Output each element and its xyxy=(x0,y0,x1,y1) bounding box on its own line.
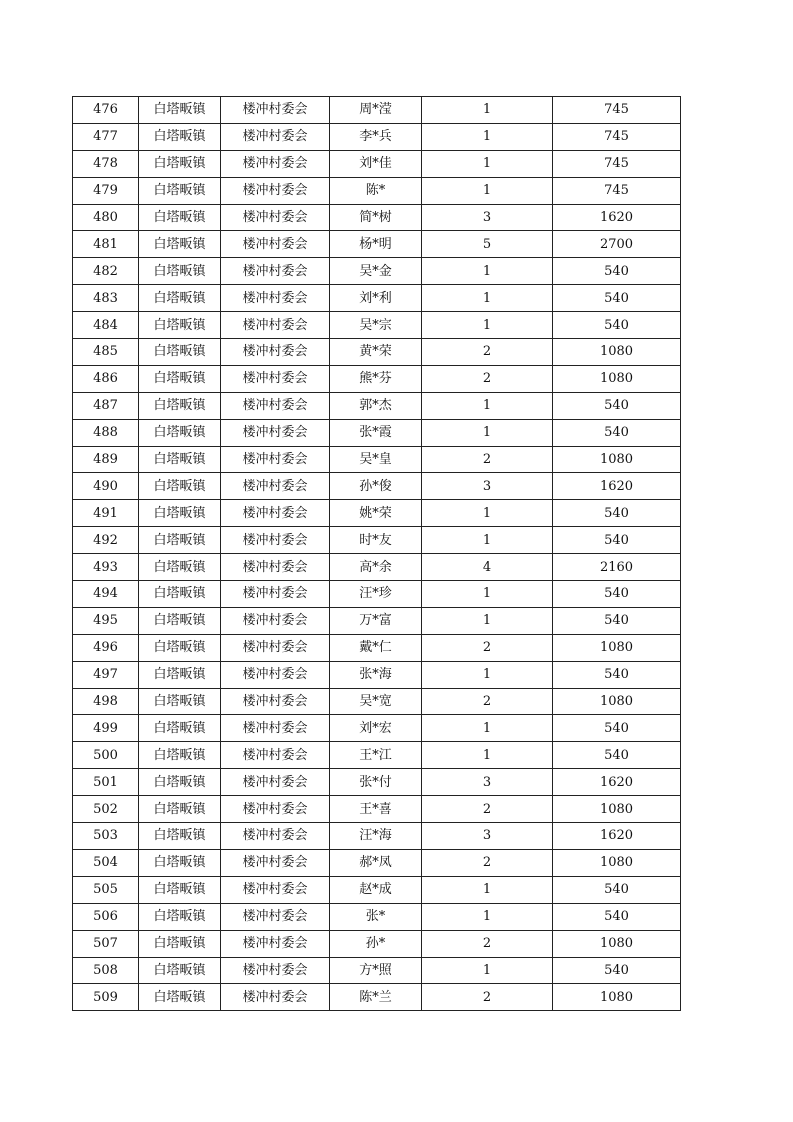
amount-cell: 540 xyxy=(553,742,681,769)
name-cell: 吴*皇 xyxy=(330,446,422,473)
roster-body xyxy=(73,97,681,1011)
town-cell: 白塔畈镇 xyxy=(139,554,221,581)
town-cell: 白塔畈镇 xyxy=(139,796,221,823)
table-row xyxy=(73,688,681,715)
table-row xyxy=(73,581,681,608)
town-cell: 白塔畈镇 xyxy=(139,688,221,715)
village-committee-cell: 楼冲村委会 xyxy=(221,204,330,231)
town-cell: 白塔畈镇 xyxy=(139,661,221,688)
table-row xyxy=(73,204,681,231)
household-count-cell: 1 xyxy=(422,581,553,608)
town-cell: 白塔畈镇 xyxy=(139,123,221,150)
name-cell: 汪*珍 xyxy=(330,581,422,608)
name-cell: 郝*凤 xyxy=(330,849,422,876)
amount-cell: 745 xyxy=(553,123,681,150)
roster-table xyxy=(72,96,681,1011)
amount-cell: 1620 xyxy=(553,769,681,796)
village-committee-cell: 楼冲村委会 xyxy=(221,339,330,366)
row-number-cell: 497 xyxy=(73,661,139,688)
amount-cell: 1080 xyxy=(553,446,681,473)
amount-cell: 540 xyxy=(553,903,681,930)
village-committee-cell: 楼冲村委会 xyxy=(221,231,330,258)
table-row xyxy=(73,419,681,446)
amount-cell: 540 xyxy=(553,258,681,285)
village-committee-cell: 楼冲村委会 xyxy=(221,312,330,339)
household-count-cell: 3 xyxy=(422,204,553,231)
row-number-cell: 499 xyxy=(73,715,139,742)
village-committee-cell: 楼冲村委会 xyxy=(221,769,330,796)
town-cell: 白塔畈镇 xyxy=(139,957,221,984)
household-count-cell: 1 xyxy=(422,903,553,930)
row-number-cell: 487 xyxy=(73,392,139,419)
name-cell: 汪*海 xyxy=(330,823,422,850)
household-count-cell: 4 xyxy=(422,554,553,581)
table-row xyxy=(73,957,681,984)
village-committee-cell: 楼冲村委会 xyxy=(221,903,330,930)
amount-cell: 2160 xyxy=(553,554,681,581)
row-number-cell: 482 xyxy=(73,258,139,285)
household-count-cell: 1 xyxy=(422,742,553,769)
amount-cell: 1080 xyxy=(553,634,681,661)
amount-cell: 1080 xyxy=(553,796,681,823)
household-count-cell: 1 xyxy=(422,258,553,285)
village-committee-cell: 楼冲村委会 xyxy=(221,688,330,715)
town-cell: 白塔畈镇 xyxy=(139,97,221,124)
village-committee-cell: 楼冲村委会 xyxy=(221,500,330,527)
village-committee-cell: 楼冲村委会 xyxy=(221,876,330,903)
village-committee-cell: 楼冲村委会 xyxy=(221,150,330,177)
village-committee-cell: 楼冲村委会 xyxy=(221,473,330,500)
name-cell: 周*滢 xyxy=(330,97,422,124)
household-count-cell: 1 xyxy=(422,97,553,124)
town-cell: 白塔畈镇 xyxy=(139,823,221,850)
name-cell: 刘*佳 xyxy=(330,150,422,177)
row-number-cell: 498 xyxy=(73,688,139,715)
name-cell: 张*付 xyxy=(330,769,422,796)
row-number-cell: 502 xyxy=(73,796,139,823)
village-committee-cell: 楼冲村委会 xyxy=(221,634,330,661)
amount-cell: 540 xyxy=(553,419,681,446)
amount-cell: 745 xyxy=(553,177,681,204)
village-committee-cell: 楼冲村委会 xyxy=(221,365,330,392)
amount-cell: 540 xyxy=(553,392,681,419)
table-row xyxy=(73,634,681,661)
amount-cell: 1080 xyxy=(553,984,681,1011)
household-count-cell: 1 xyxy=(422,500,553,527)
household-count-cell: 2 xyxy=(422,446,553,473)
household-count-cell: 1 xyxy=(422,957,553,984)
table-row xyxy=(73,796,681,823)
amount-cell: 1080 xyxy=(553,930,681,957)
town-cell: 白塔畈镇 xyxy=(139,769,221,796)
name-cell: 张*海 xyxy=(330,661,422,688)
household-count-cell: 1 xyxy=(422,419,553,446)
table-row xyxy=(73,339,681,366)
town-cell: 白塔畈镇 xyxy=(139,500,221,527)
amount-cell: 2700 xyxy=(553,231,681,258)
amount-cell: 540 xyxy=(553,312,681,339)
row-number-cell: 500 xyxy=(73,742,139,769)
household-count-cell: 1 xyxy=(422,177,553,204)
village-committee-cell: 楼冲村委会 xyxy=(221,957,330,984)
town-cell: 白塔畈镇 xyxy=(139,312,221,339)
row-number-cell: 488 xyxy=(73,419,139,446)
row-number-cell: 508 xyxy=(73,957,139,984)
table-row xyxy=(73,823,681,850)
table-row xyxy=(73,903,681,930)
household-count-cell: 3 xyxy=(422,769,553,796)
name-cell: 方*照 xyxy=(330,957,422,984)
table-row xyxy=(73,876,681,903)
household-count-cell: 1 xyxy=(422,392,553,419)
amount-cell: 1080 xyxy=(553,365,681,392)
name-cell: 郭*杰 xyxy=(330,392,422,419)
town-cell: 白塔畈镇 xyxy=(139,258,221,285)
row-number-cell: 505 xyxy=(73,876,139,903)
row-number-cell: 485 xyxy=(73,339,139,366)
table-row xyxy=(73,661,681,688)
town-cell: 白塔畈镇 xyxy=(139,607,221,634)
household-count-cell: 3 xyxy=(422,473,553,500)
amount-cell: 540 xyxy=(553,581,681,608)
town-cell: 白塔畈镇 xyxy=(139,473,221,500)
household-count-cell: 2 xyxy=(422,365,553,392)
table-row xyxy=(73,607,681,634)
town-cell: 白塔畈镇 xyxy=(139,419,221,446)
household-count-cell: 1 xyxy=(422,123,553,150)
row-number-cell: 504 xyxy=(73,849,139,876)
village-committee-cell: 楼冲村委会 xyxy=(221,177,330,204)
amount-cell: 540 xyxy=(553,285,681,312)
amount-cell: 540 xyxy=(553,527,681,554)
amount-cell: 540 xyxy=(553,607,681,634)
row-number-cell: 509 xyxy=(73,984,139,1011)
row-number-cell: 506 xyxy=(73,903,139,930)
village-committee-cell: 楼冲村委会 xyxy=(221,285,330,312)
household-count-cell: 2 xyxy=(422,849,553,876)
name-cell: 赵*成 xyxy=(330,876,422,903)
name-cell: 时*友 xyxy=(330,527,422,554)
table-row xyxy=(73,500,681,527)
table-row xyxy=(73,312,681,339)
village-committee-cell: 楼冲村委会 xyxy=(221,123,330,150)
name-cell: 熊*芬 xyxy=(330,365,422,392)
name-cell: 万*富 xyxy=(330,607,422,634)
name-cell: 张* xyxy=(330,903,422,930)
town-cell: 白塔畈镇 xyxy=(139,285,221,312)
amount-cell: 1620 xyxy=(553,473,681,500)
village-committee-cell: 楼冲村委会 xyxy=(221,796,330,823)
household-count-cell: 2 xyxy=(422,688,553,715)
table-row xyxy=(73,177,681,204)
table-row xyxy=(73,446,681,473)
table-row xyxy=(73,715,681,742)
household-count-cell: 1 xyxy=(422,876,553,903)
name-cell: 刘*宏 xyxy=(330,715,422,742)
town-cell: 白塔畈镇 xyxy=(139,715,221,742)
town-cell: 白塔畈镇 xyxy=(139,849,221,876)
name-cell: 刘*利 xyxy=(330,285,422,312)
town-cell: 白塔畈镇 xyxy=(139,742,221,769)
household-count-cell: 1 xyxy=(422,150,553,177)
name-cell: 张*霞 xyxy=(330,419,422,446)
village-committee-cell: 楼冲村委会 xyxy=(221,661,330,688)
household-count-cell: 3 xyxy=(422,823,553,850)
name-cell: 高*余 xyxy=(330,554,422,581)
row-number-cell: 478 xyxy=(73,150,139,177)
row-number-cell: 494 xyxy=(73,581,139,608)
name-cell: 简*树 xyxy=(330,204,422,231)
household-count-cell: 1 xyxy=(422,527,553,554)
town-cell: 白塔畈镇 xyxy=(139,150,221,177)
row-number-cell: 495 xyxy=(73,607,139,634)
table-row xyxy=(73,231,681,258)
table-row xyxy=(73,150,681,177)
household-count-cell: 1 xyxy=(422,661,553,688)
village-committee-cell: 楼冲村委会 xyxy=(221,984,330,1011)
town-cell: 白塔畈镇 xyxy=(139,204,221,231)
household-count-cell: 1 xyxy=(422,715,553,742)
name-cell: 吴*宗 xyxy=(330,312,422,339)
amount-cell: 1080 xyxy=(553,688,681,715)
amount-cell: 1620 xyxy=(553,823,681,850)
household-count-cell: 1 xyxy=(422,607,553,634)
table-row xyxy=(73,365,681,392)
amount-cell: 540 xyxy=(553,500,681,527)
village-committee-cell: 楼冲村委会 xyxy=(221,823,330,850)
row-number-cell: 481 xyxy=(73,231,139,258)
name-cell: 孙* xyxy=(330,930,422,957)
table-row xyxy=(73,742,681,769)
town-cell: 白塔畈镇 xyxy=(139,634,221,661)
row-number-cell: 493 xyxy=(73,554,139,581)
table-row xyxy=(73,769,681,796)
amount-cell: 540 xyxy=(553,715,681,742)
amount-cell: 1080 xyxy=(553,339,681,366)
town-cell: 白塔畈镇 xyxy=(139,527,221,554)
village-committee-cell: 楼冲村委会 xyxy=(221,446,330,473)
household-count-cell: 2 xyxy=(422,984,553,1011)
village-committee-cell: 楼冲村委会 xyxy=(221,554,330,581)
row-number-cell: 480 xyxy=(73,204,139,231)
table-row xyxy=(73,849,681,876)
row-number-cell: 501 xyxy=(73,769,139,796)
name-cell: 李*兵 xyxy=(330,123,422,150)
row-number-cell: 476 xyxy=(73,97,139,124)
name-cell: 陈* xyxy=(330,177,422,204)
household-count-cell: 2 xyxy=(422,339,553,366)
village-committee-cell: 楼冲村委会 xyxy=(221,258,330,285)
town-cell: 白塔畈镇 xyxy=(139,177,221,204)
amount-cell: 540 xyxy=(553,957,681,984)
row-number-cell: 483 xyxy=(73,285,139,312)
name-cell: 杨*明 xyxy=(330,231,422,258)
amount-cell: 540 xyxy=(553,661,681,688)
table-row xyxy=(73,984,681,1011)
village-committee-cell: 楼冲村委会 xyxy=(221,715,330,742)
row-number-cell: 490 xyxy=(73,473,139,500)
name-cell: 戴*仁 xyxy=(330,634,422,661)
amount-cell: 745 xyxy=(553,150,681,177)
row-number-cell: 492 xyxy=(73,527,139,554)
name-cell: 陈*兰 xyxy=(330,984,422,1011)
table-row xyxy=(73,554,681,581)
town-cell: 白塔畈镇 xyxy=(139,231,221,258)
name-cell: 孙*俊 xyxy=(330,473,422,500)
town-cell: 白塔畈镇 xyxy=(139,392,221,419)
table-row xyxy=(73,97,681,124)
table-row xyxy=(73,527,681,554)
town-cell: 白塔畈镇 xyxy=(139,876,221,903)
row-number-cell: 496 xyxy=(73,634,139,661)
village-committee-cell: 楼冲村委会 xyxy=(221,392,330,419)
household-count-cell: 1 xyxy=(422,285,553,312)
town-cell: 白塔畈镇 xyxy=(139,339,221,366)
village-committee-cell: 楼冲村委会 xyxy=(221,930,330,957)
amount-cell: 540 xyxy=(553,876,681,903)
household-count-cell: 2 xyxy=(422,796,553,823)
name-cell: 王*江 xyxy=(330,742,422,769)
row-number-cell: 503 xyxy=(73,823,139,850)
table-row xyxy=(73,123,681,150)
row-number-cell: 507 xyxy=(73,930,139,957)
town-cell: 白塔畈镇 xyxy=(139,365,221,392)
table-row xyxy=(73,930,681,957)
row-number-cell: 491 xyxy=(73,500,139,527)
name-cell: 吴*金 xyxy=(330,258,422,285)
household-count-cell: 1 xyxy=(422,312,553,339)
row-number-cell: 479 xyxy=(73,177,139,204)
town-cell: 白塔畈镇 xyxy=(139,984,221,1011)
row-number-cell: 486 xyxy=(73,365,139,392)
town-cell: 白塔畈镇 xyxy=(139,446,221,473)
village-committee-cell: 楼冲村委会 xyxy=(221,527,330,554)
town-cell: 白塔畈镇 xyxy=(139,581,221,608)
name-cell: 姚*荣 xyxy=(330,500,422,527)
village-committee-cell: 楼冲村委会 xyxy=(221,849,330,876)
amount-cell: 1620 xyxy=(553,204,681,231)
table-row xyxy=(73,392,681,419)
name-cell: 王*喜 xyxy=(330,796,422,823)
village-committee-cell: 楼冲村委会 xyxy=(221,607,330,634)
amount-cell: 745 xyxy=(553,97,681,124)
town-cell: 白塔畈镇 xyxy=(139,930,221,957)
village-committee-cell: 楼冲村委会 xyxy=(221,419,330,446)
name-cell: 吴*宽 xyxy=(330,688,422,715)
table-row xyxy=(73,258,681,285)
village-committee-cell: 楼冲村委会 xyxy=(221,581,330,608)
amount-cell: 1080 xyxy=(553,849,681,876)
row-number-cell: 489 xyxy=(73,446,139,473)
name-cell: 黄*荣 xyxy=(330,339,422,366)
household-count-cell: 2 xyxy=(422,930,553,957)
household-count-cell: 5 xyxy=(422,231,553,258)
table-row xyxy=(73,473,681,500)
row-number-cell: 484 xyxy=(73,312,139,339)
table-row xyxy=(73,285,681,312)
town-cell: 白塔畈镇 xyxy=(139,903,221,930)
row-number-cell: 477 xyxy=(73,123,139,150)
village-committee-cell: 楼冲村委会 xyxy=(221,97,330,124)
village-committee-cell: 楼冲村委会 xyxy=(221,742,330,769)
household-count-cell: 2 xyxy=(422,634,553,661)
